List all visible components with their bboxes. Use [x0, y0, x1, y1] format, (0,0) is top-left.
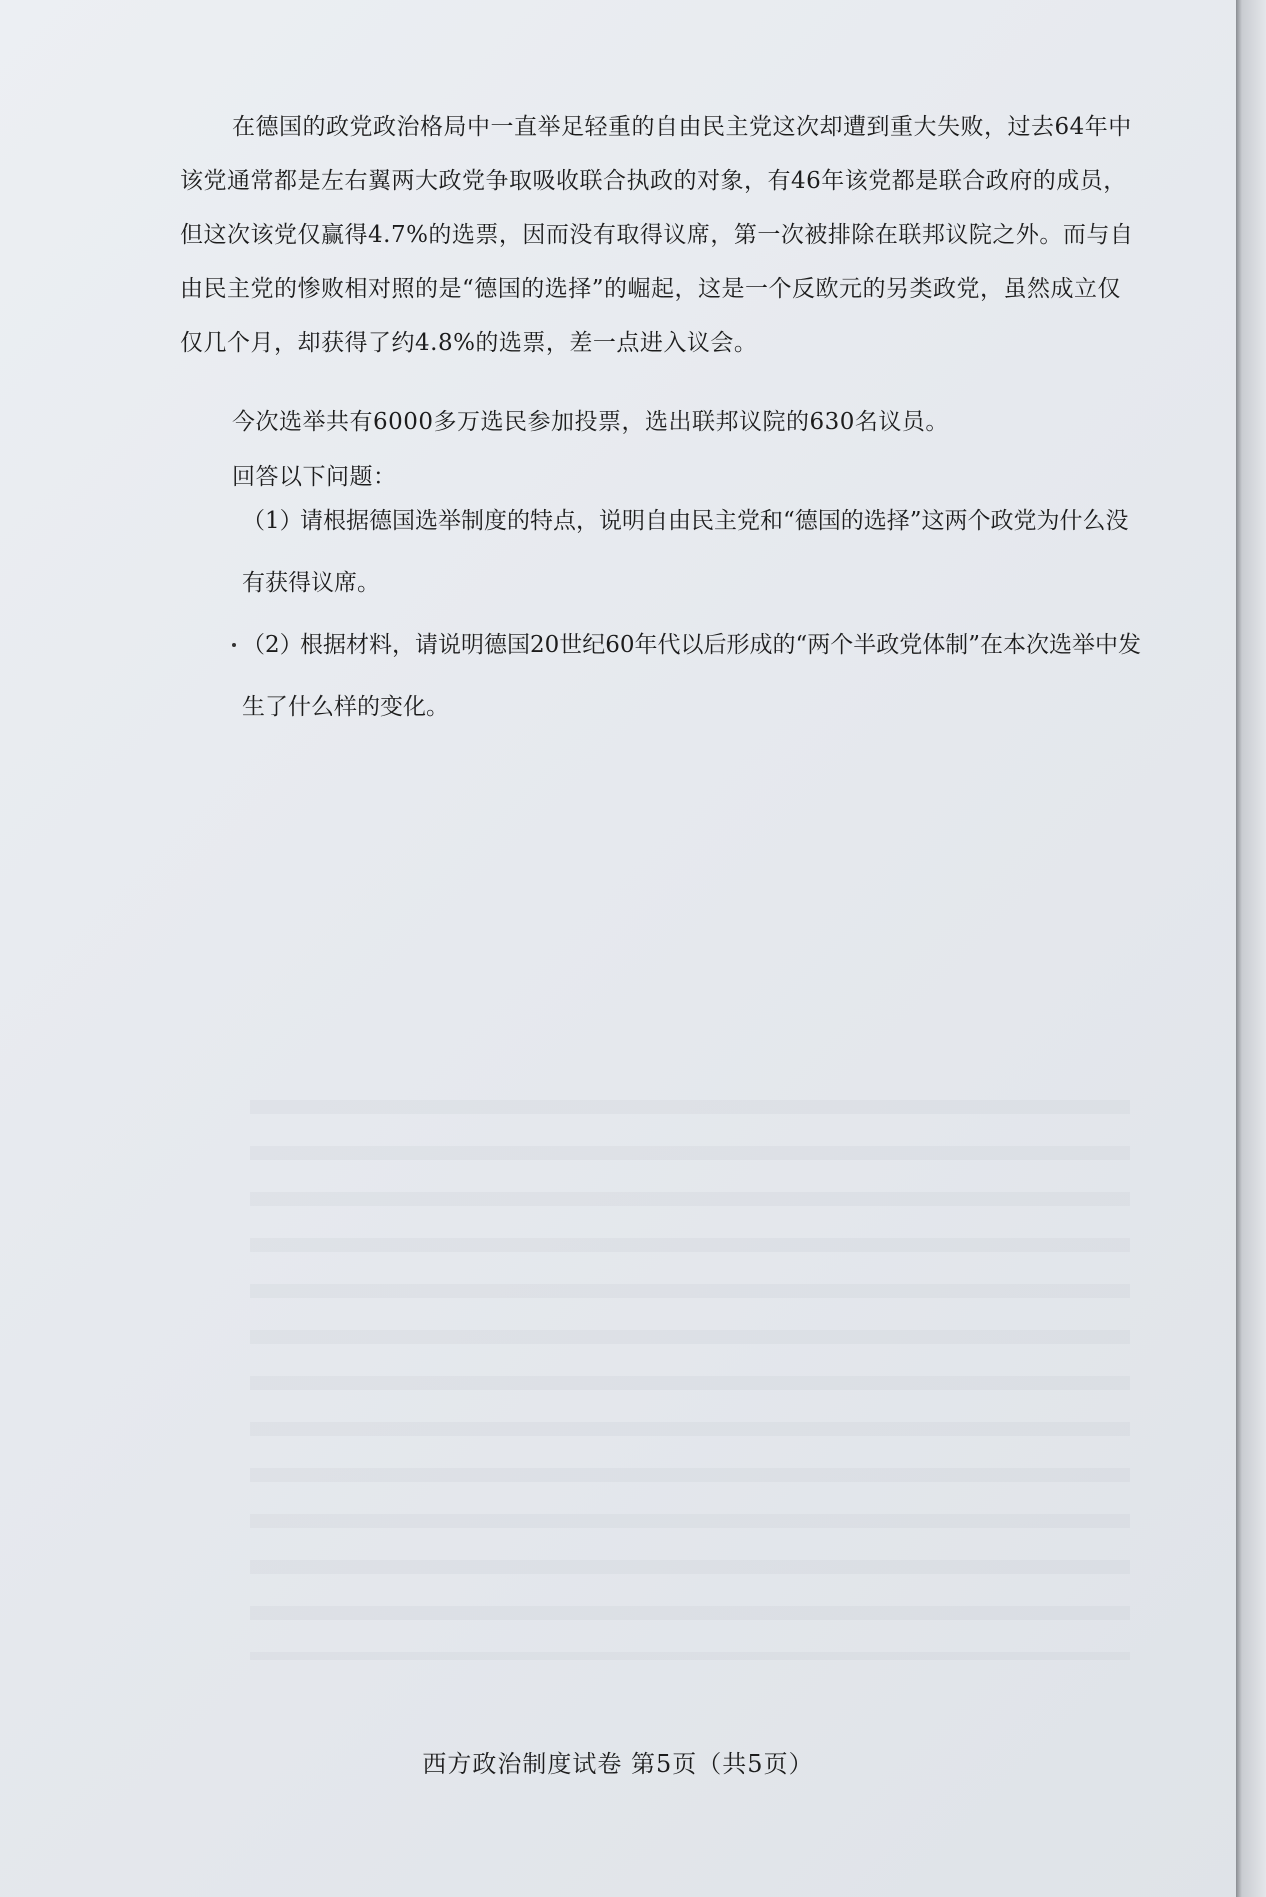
show-through-text [250, 1100, 1130, 1660]
instruction-text: 回答以下问题： [232, 464, 397, 490]
question-text: 根据材料，请说明德国20世纪60年代以后形成的“两个半政党体制”在本次选举中发生了什么样的变化。 [242, 632, 1142, 720]
question-number: （2） [242, 632, 303, 658]
question-text: 请根据德国选举制度的特点，说明自由民主党和“德国的选择”这两个政党为什么没有获得议席。 [242, 508, 1129, 596]
question-2 [242, 614, 1142, 738]
page-edge-shadow [1236, 0, 1266, 1897]
page-footer: 西方政治制度试卷 第5页（共5页） [422, 1750, 814, 1778]
ink-dot [232, 643, 236, 647]
question-1 [242, 490, 1142, 614]
election-summary: 今次选举共有6000多万选民参加投票，选出联邦议院的630名议员。 [232, 409, 949, 435]
question-number: （1） [242, 508, 303, 534]
material-paragraph: 在德国的政党政治格局中一直举足轻重的自由民主党这次却遭到重大失败，过去64年中该党通常都是左右翼两大政党争取吸收联合执政的对象，有46年该党都是联合政府的成员，但这次该党仅赢得4.7%的选票，因而没有取得议席，第一次被排除在联邦议院之外。而与自由民主党的惨败相对照的是“德国的选择”的崛起，这是一个反欧元的另类政党，虽然成立仅仅几个月，却获得了约4.8%的选票，差一点进入议会。 [180, 114, 1134, 356]
